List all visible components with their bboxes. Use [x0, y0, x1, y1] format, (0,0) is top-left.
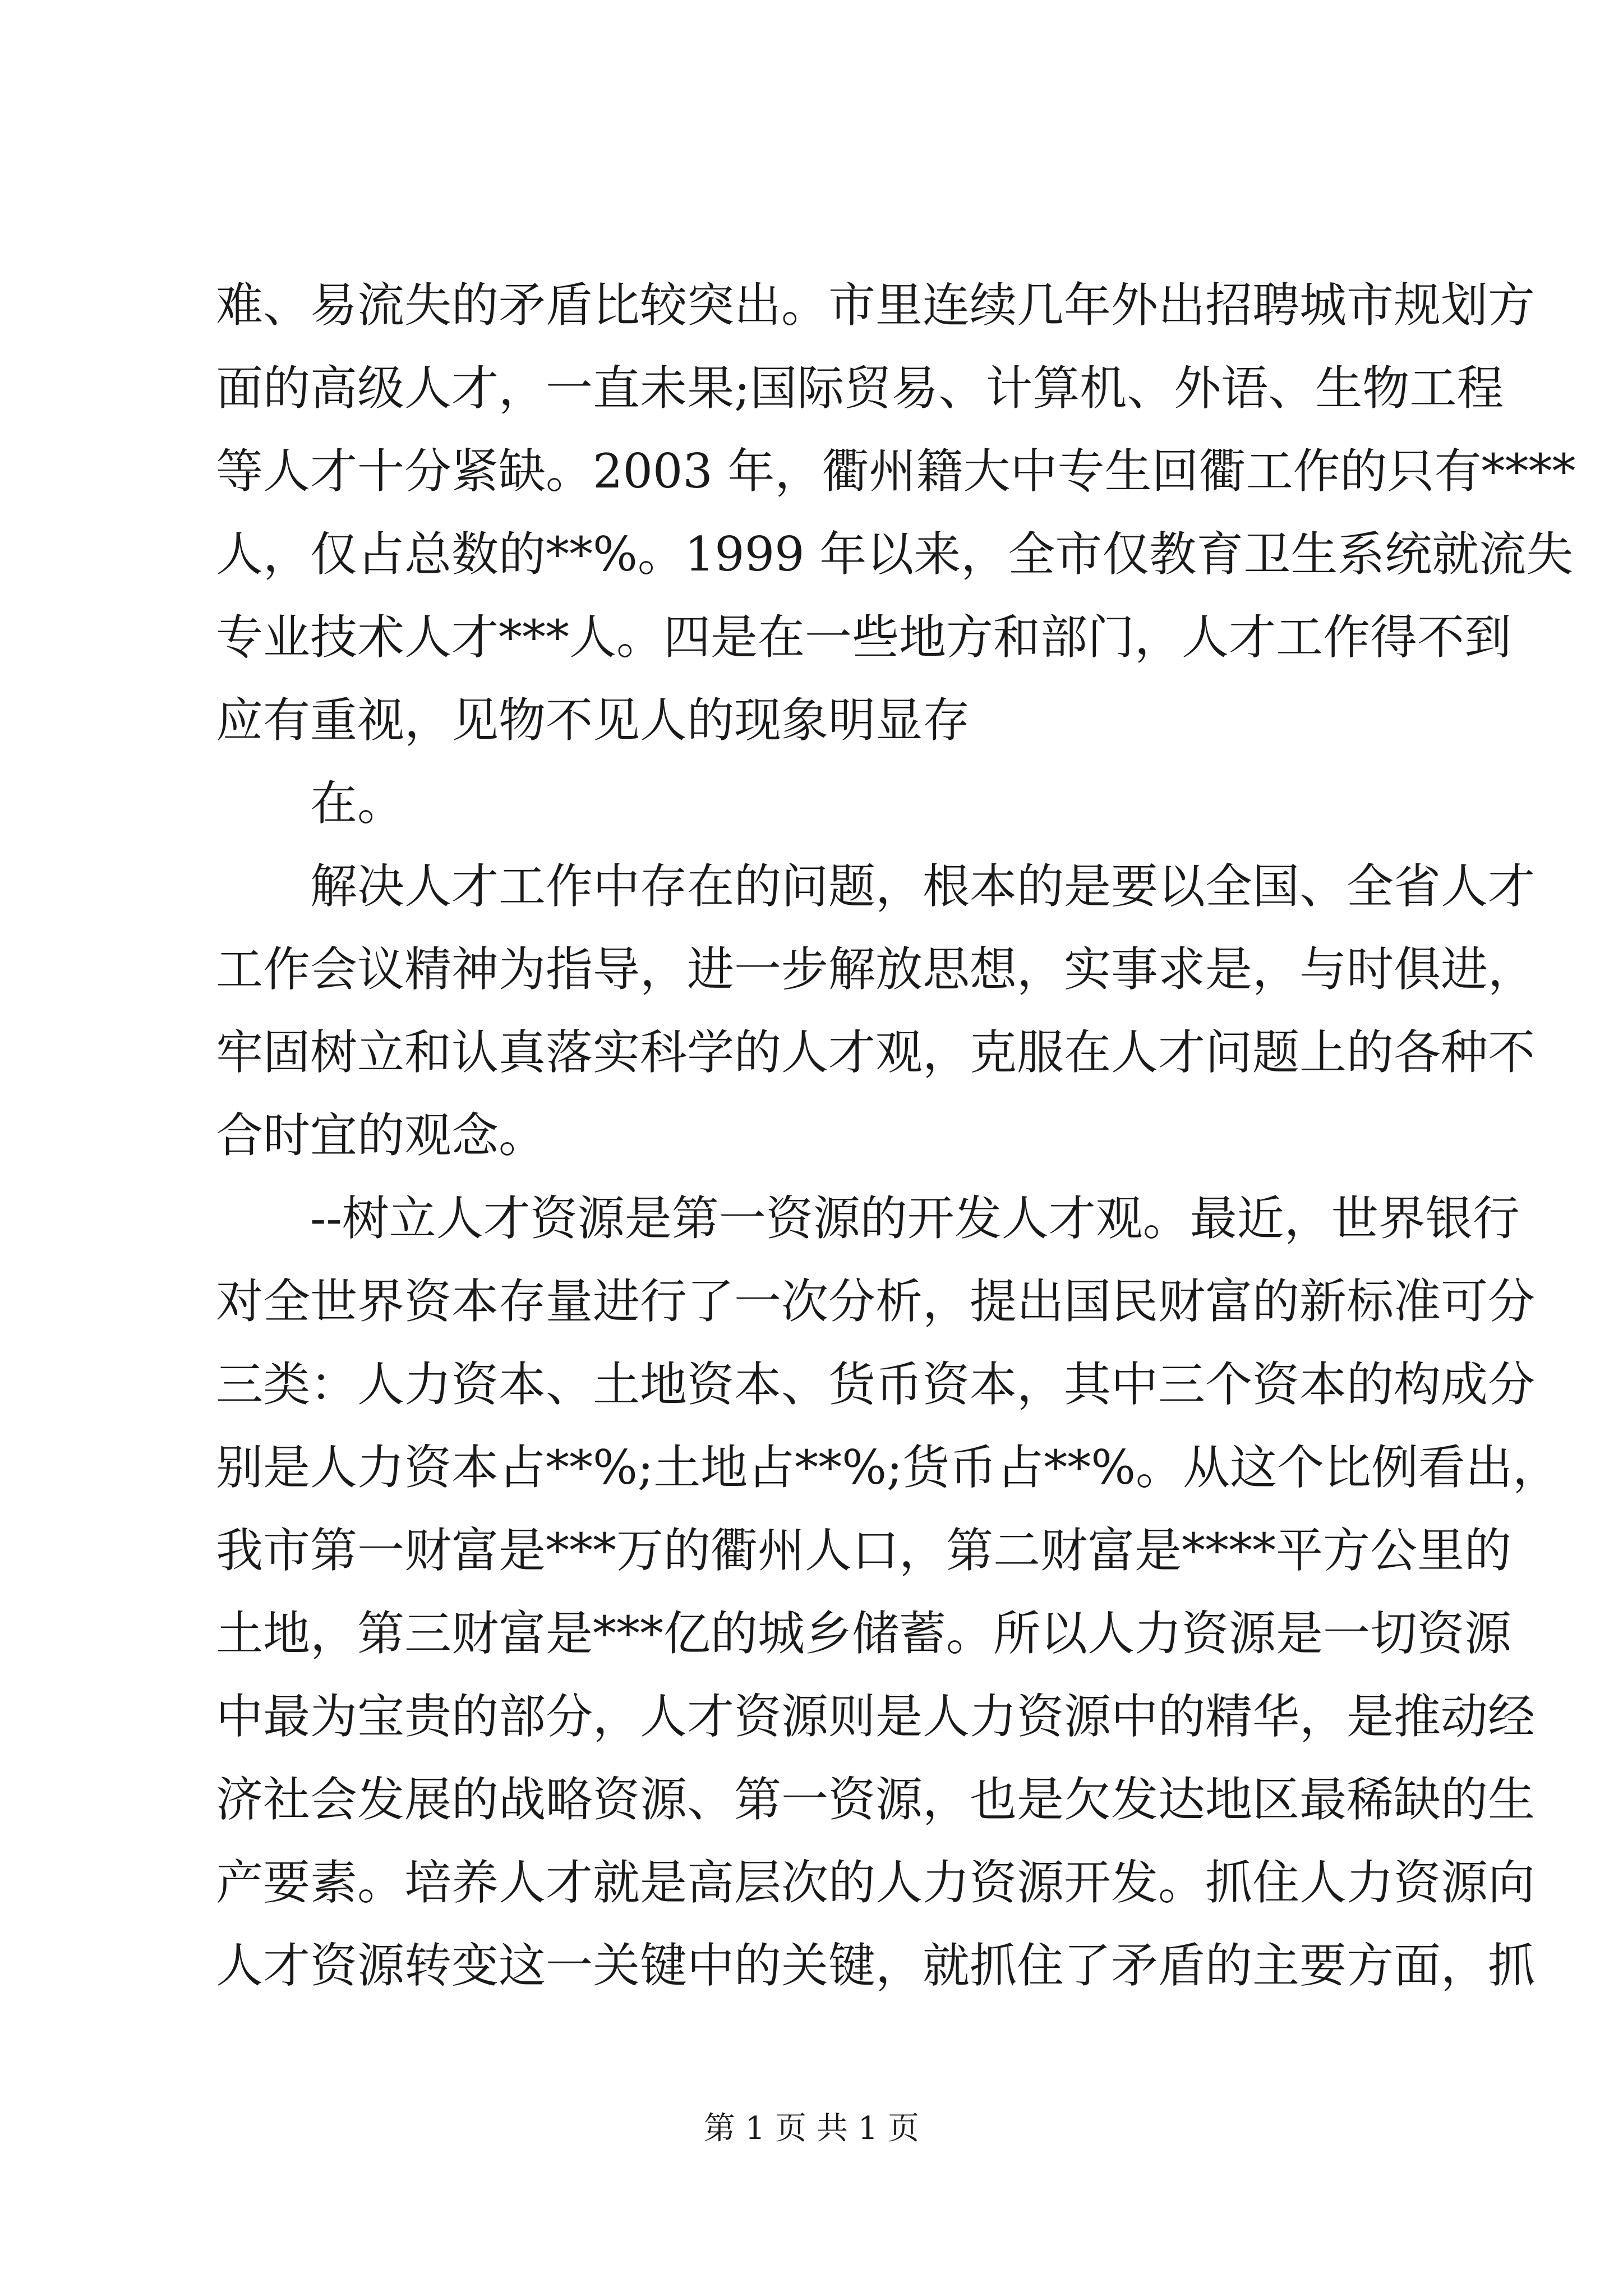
body-text — [216, 264, 1576, 2007]
text-line: 等人才十分紧缺。2003 年，衢州籍大中专生回衢工作的只有**** — [216, 444, 1576, 499]
text-line: 牢固树立和认真落实科学的人才观，克服在人才问题上的各种不 — [216, 1025, 1536, 1080]
text-line: 面的高级人才，一直未果;国际贸易、计算机、外语、生物工程 — [216, 361, 1504, 416]
text-line: 在。 — [310, 776, 405, 831]
text-line: 三类：人力资本、土地资本、货币资本，其中三个资本的构成分 — [216, 1357, 1536, 1412]
text-line: 专业技术人才***人。四是在一些地方和部门，人才工作得不到 — [216, 610, 1512, 665]
text-line: 土地，第三财富是***亿的城乡储蓄。所以人力资源是一切资源 — [216, 1606, 1512, 1661]
text-line: 中最为宝贵的部分，人才资源则是人力资源中的精华，是推动经 — [216, 1689, 1536, 1744]
paragraph-start-line: 解决人才工作中存在的问题，根本的是要以全国、全省人才 — [310, 859, 1536, 914]
text-line: 我市第一财富是***万的衢州人口，第二财富是****平方公里的 — [216, 1523, 1512, 1578]
text-line: 应有重视，见物不见人的现象明显存 — [216, 693, 970, 748]
page-footer — [0, 2109, 1623, 2148]
text-line: 人才资源转变这一关键中的关键，就抓住了矛盾的主要方面，抓 — [216, 1938, 1536, 1993]
text-line: 济社会发展的战略资源、第一资源，也是欠发达地区最稀缺的生 — [216, 1772, 1536, 1827]
text-line: 合时宜的观念。 — [216, 1108, 546, 1163]
text-line: 工作会议精神为指导，进一步解放思想，实事求是，与时俱进， — [216, 942, 1536, 997]
text-line: 别是人力资本占**%;土地占**%;货币占**%。从这个比例看出， — [216, 1440, 1560, 1495]
text-line: 产要素。培养人才就是高层次的人力资源开发。抓住人力资源向 — [216, 1855, 1536, 1910]
text-line: 难、易流失的矛盾比较突出。市里连续几年外出招聘城市规划方 — [216, 278, 1536, 333]
paragraph-start-line: --树立人才资源是第一资源的开发人才观。最近，世界银行 — [310, 1191, 1520, 1246]
text-line: 人，仅占总数的**%。1999 年以来，全市仅教育卫生系统就流失 — [216, 527, 1574, 582]
page-number-label: 第 1 页 共 1 页 — [703, 2110, 920, 2147]
text-line: 对全世界资本存量进行了一次分析，提出国民财富的新标准可分 — [216, 1274, 1536, 1329]
